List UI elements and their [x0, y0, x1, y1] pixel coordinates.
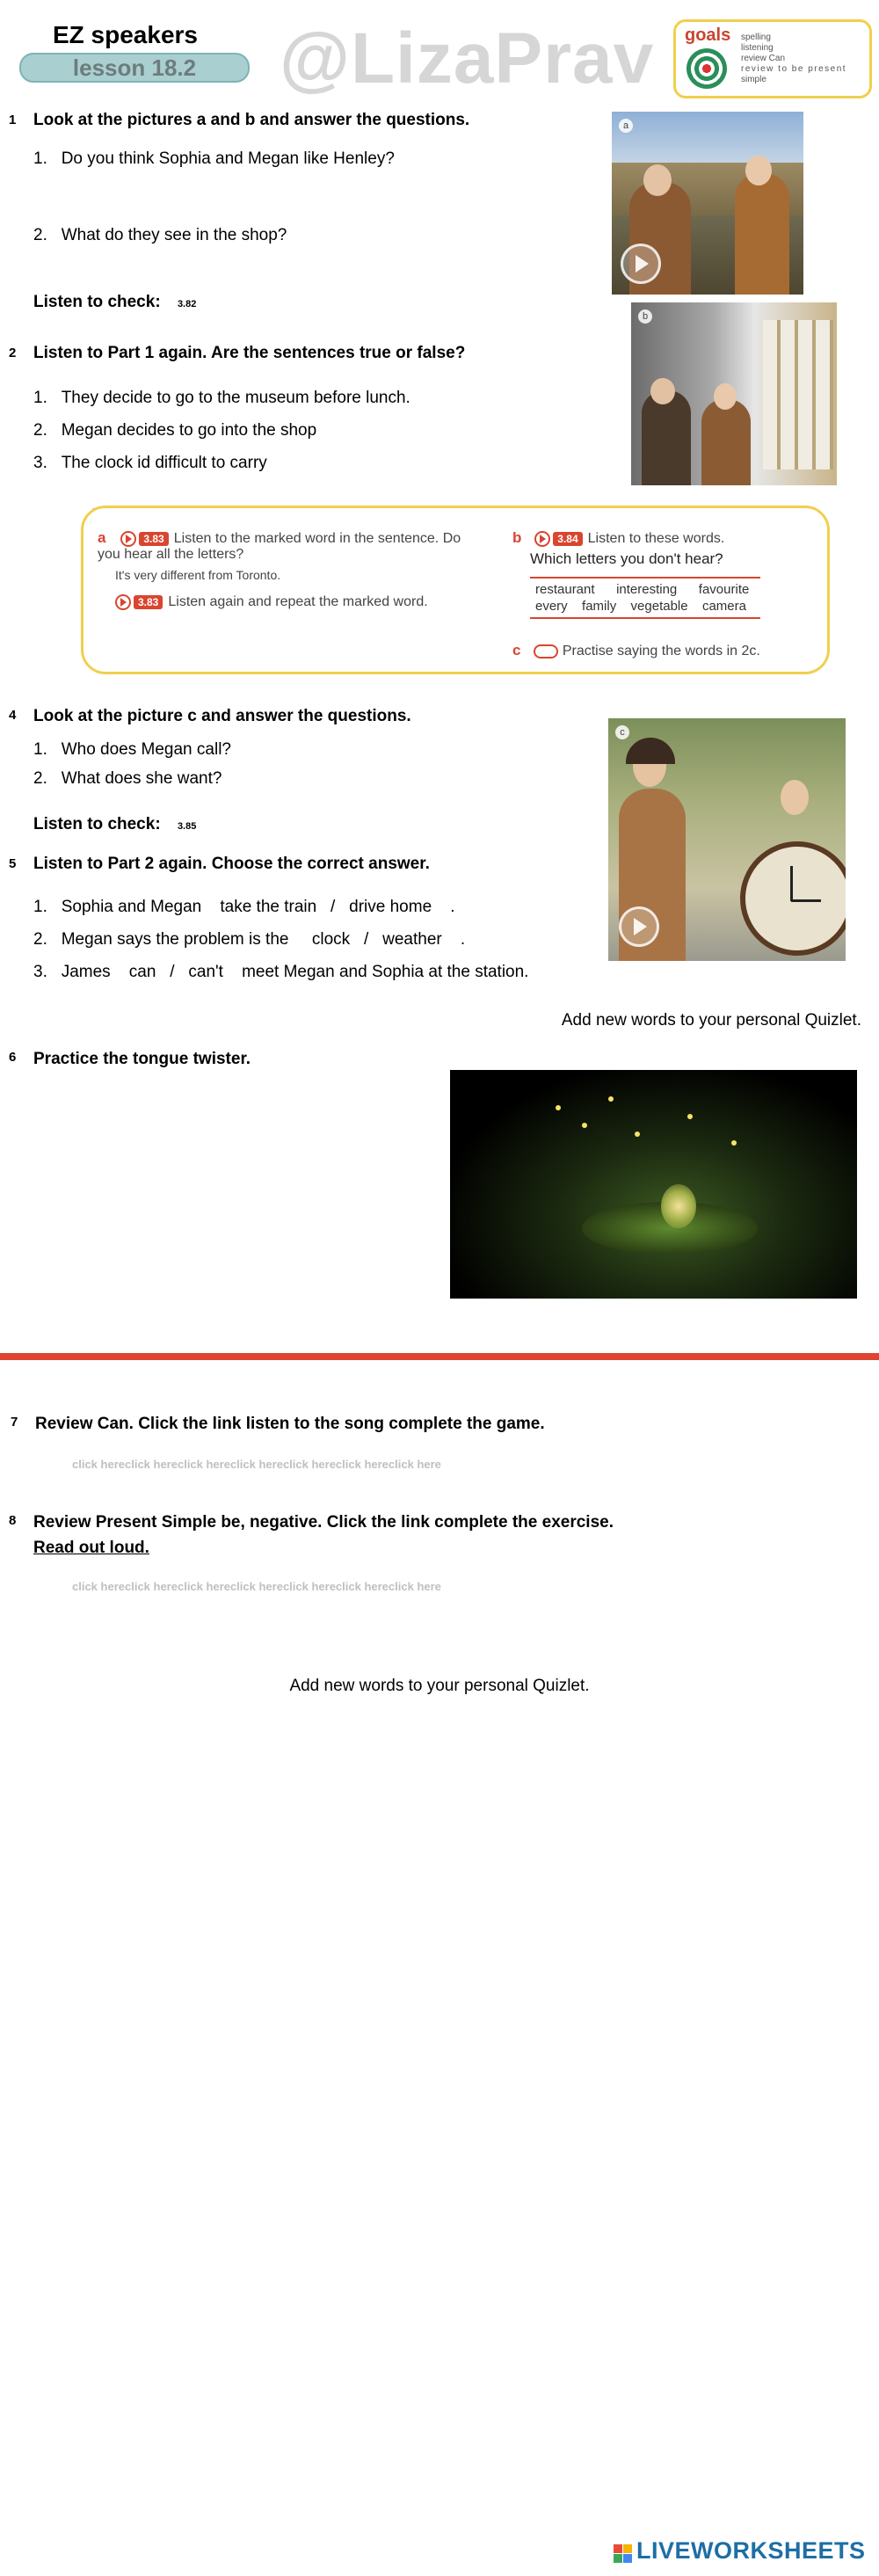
goal-item: review to be present — [741, 64, 847, 74]
goal-item: listening — [741, 43, 774, 53]
section1-question: Look at the pictures a and b and answer the questions. — [33, 111, 470, 129]
word: vegetable — [630, 599, 688, 614]
section2-question: Listen to Part 1 again. Are the sentences true or false? — [33, 344, 466, 362]
read-aloud-note: Read out loud. — [33, 1539, 149, 1557]
author-watermark: @LizaPrav — [280, 18, 655, 98]
part-letter: b — [512, 529, 522, 546]
section-number: 1 — [9, 113, 17, 127]
lesson-badge: lesson 18.2 — [19, 53, 250, 83]
part-letter: a — [98, 529, 106, 546]
audio-icon[interactable] — [120, 531, 136, 547]
quizlet-note: Add new words to your personal Quizlet. — [289, 1677, 590, 1695]
goals-box — [673, 19, 872, 98]
section-number: 8 — [9, 1513, 17, 1528]
item-number: 1. — [33, 898, 47, 916]
section7-question: Review Can. Click the link listen to the song complete the game. — [35, 1415, 545, 1433]
item-text: meet Megan and Sophia at the station. — [242, 963, 529, 981]
word: restaurant — [535, 582, 595, 597]
item-number: 2. — [33, 421, 47, 440]
photo-b — [631, 302, 837, 485]
item-number: 2. — [33, 930, 47, 949]
option-separator: / — [331, 898, 336, 916]
speech-icon — [534, 644, 558, 659]
word: favourite — [698, 582, 750, 597]
item-number: 2. — [33, 769, 47, 788]
listen-to-check — [33, 293, 196, 312]
photo-a — [612, 112, 803, 295]
item-text: Who does Megan call? — [61, 740, 231, 759]
goals-title: goals — [685, 25, 731, 45]
divider — [530, 577, 760, 579]
item-text: Megan says the problem is the — [61, 930, 289, 949]
photo-c — [608, 718, 846, 961]
goal-item: spelling — [741, 33, 771, 42]
list-item — [33, 740, 231, 760]
option-separator: / — [170, 963, 175, 981]
answer-option[interactable]: can't — [188, 963, 223, 981]
play-icon[interactable] — [619, 906, 659, 947]
worksheet-title: EZ speakers — [53, 21, 198, 48]
photo-letter-c: c — [615, 725, 629, 739]
item-text: The clock id difficult to carry — [61, 454, 267, 472]
instruction-text: Listen to the marked word in the sentence. Do you hear all the letters? — [98, 531, 461, 562]
list-item — [33, 930, 465, 950]
track-number: 3.85 — [177, 821, 197, 832]
section8-question: Review Present Simple be, negative. Click the link complete the exercise. — [33, 1513, 614, 1532]
item-text: . — [460, 930, 466, 949]
answer-option[interactable]: drive home — [349, 898, 432, 916]
answer-option[interactable]: clock — [311, 930, 351, 949]
instruction-text: Listen to these words. — [587, 531, 725, 546]
section6-question: Practice the tongue twister. — [33, 1050, 251, 1068]
listen-label: Listen to check: — [33, 293, 161, 311]
photo-letter-a: a — [619, 119, 633, 133]
section-number: 4 — [9, 708, 17, 723]
item-number: 1. — [33, 389, 47, 407]
pronunciation-box — [81, 506, 830, 674]
item-text: What do they see in the shop? — [61, 226, 287, 244]
divider — [530, 617, 760, 619]
section4-question: Look at the picture c and answer the questions. — [33, 707, 411, 725]
answer-option[interactable]: weather — [382, 930, 442, 949]
goals-list — [741, 33, 864, 85]
track-number: 3.82 — [177, 299, 197, 309]
item-text: They decide to go to the museum before lunch. — [61, 389, 410, 407]
item-number: 1. — [33, 740, 47, 759]
quizlet-note: Add new words to your personal Quizlet. — [561, 1011, 861, 1030]
target-icon — [686, 48, 727, 89]
word-list-row — [535, 599, 776, 614]
list-item — [33, 898, 455, 917]
section5-question: Listen to Part 2 again. Choose the correct answer. — [33, 855, 430, 873]
item-number: 3. — [33, 454, 47, 472]
item-text: Megan decides to go into the shop — [61, 421, 317, 440]
box-part-c — [512, 642, 760, 659]
item-text: Do you think Sophia and Megan like Henley? — [61, 149, 395, 168]
item-text: Sophia and Megan — [61, 898, 202, 916]
section-number: 7 — [11, 1415, 18, 1430]
click-here-links[interactable]: click hereclick hereclick hereclick hereclick hereclick hereclick here — [72, 1458, 441, 1471]
word: interesting — [616, 582, 678, 597]
example-sentence: It's very different from Toronto. — [115, 568, 281, 582]
list-item — [33, 149, 395, 169]
item-text: . — [450, 898, 455, 916]
word-list-row — [535, 582, 776, 597]
goal-item: review Can — [741, 54, 786, 63]
option-separator: / — [364, 930, 369, 949]
track-badge: 3.83 — [139, 532, 168, 546]
goal-item: simple — [741, 75, 766, 84]
item-number: 3. — [33, 963, 47, 981]
listen-to-check — [33, 815, 196, 834]
item-number: 1. — [33, 149, 47, 168]
audio-icon[interactable] — [115, 594, 131, 610]
photo-letter-b: b — [638, 309, 652, 324]
listen-label: Listen to check: — [33, 815, 161, 833]
box-part-a — [98, 529, 481, 610]
item-text: What does she want? — [61, 769, 222, 788]
word: every — [535, 599, 568, 614]
list-item — [33, 389, 410, 408]
answer-option[interactable]: can — [128, 963, 156, 981]
section-divider — [0, 1353, 879, 1360]
answer-option[interactable]: take the train — [220, 898, 317, 916]
list-item — [33, 421, 316, 440]
track-badge: 3.83 — [134, 595, 163, 609]
instruction-text: Listen again and repeat the marked word. — [168, 594, 428, 610]
word: camera — [701, 599, 746, 614]
list-item — [33, 454, 267, 473]
liveworksheets-logo-text[interactable]: LIVEWORKSHEETS — [636, 2537, 866, 2564]
track-badge: 3.84 — [553, 532, 582, 546]
list-item — [33, 963, 528, 982]
click-here-links[interactable]: click hereclick hereclick hereclick hereclick hereclick hereclick here — [72, 1580, 441, 1593]
repeat-line — [115, 594, 481, 610]
instruction-text: Practise saying the words in 2c. — [562, 644, 760, 659]
liveworksheets-logo-icon — [614, 2544, 633, 2564]
part-letter: c — [512, 642, 521, 659]
section-number: 2 — [9, 346, 17, 360]
section-number: 5 — [9, 856, 17, 871]
audio-icon[interactable] — [534, 531, 550, 547]
box-part-b — [512, 529, 776, 619]
item-text: James — [61, 963, 111, 981]
section-number: 6 — [9, 1050, 17, 1065]
tongue-twister-video[interactable] — [450, 1070, 857, 1299]
play-icon[interactable] — [621, 244, 661, 284]
list-item — [33, 769, 222, 789]
word: family — [582, 599, 617, 614]
part-b-question: Which letters you don't hear? — [530, 550, 723, 567]
list-item — [33, 226, 287, 245]
item-number: 2. — [33, 226, 47, 244]
